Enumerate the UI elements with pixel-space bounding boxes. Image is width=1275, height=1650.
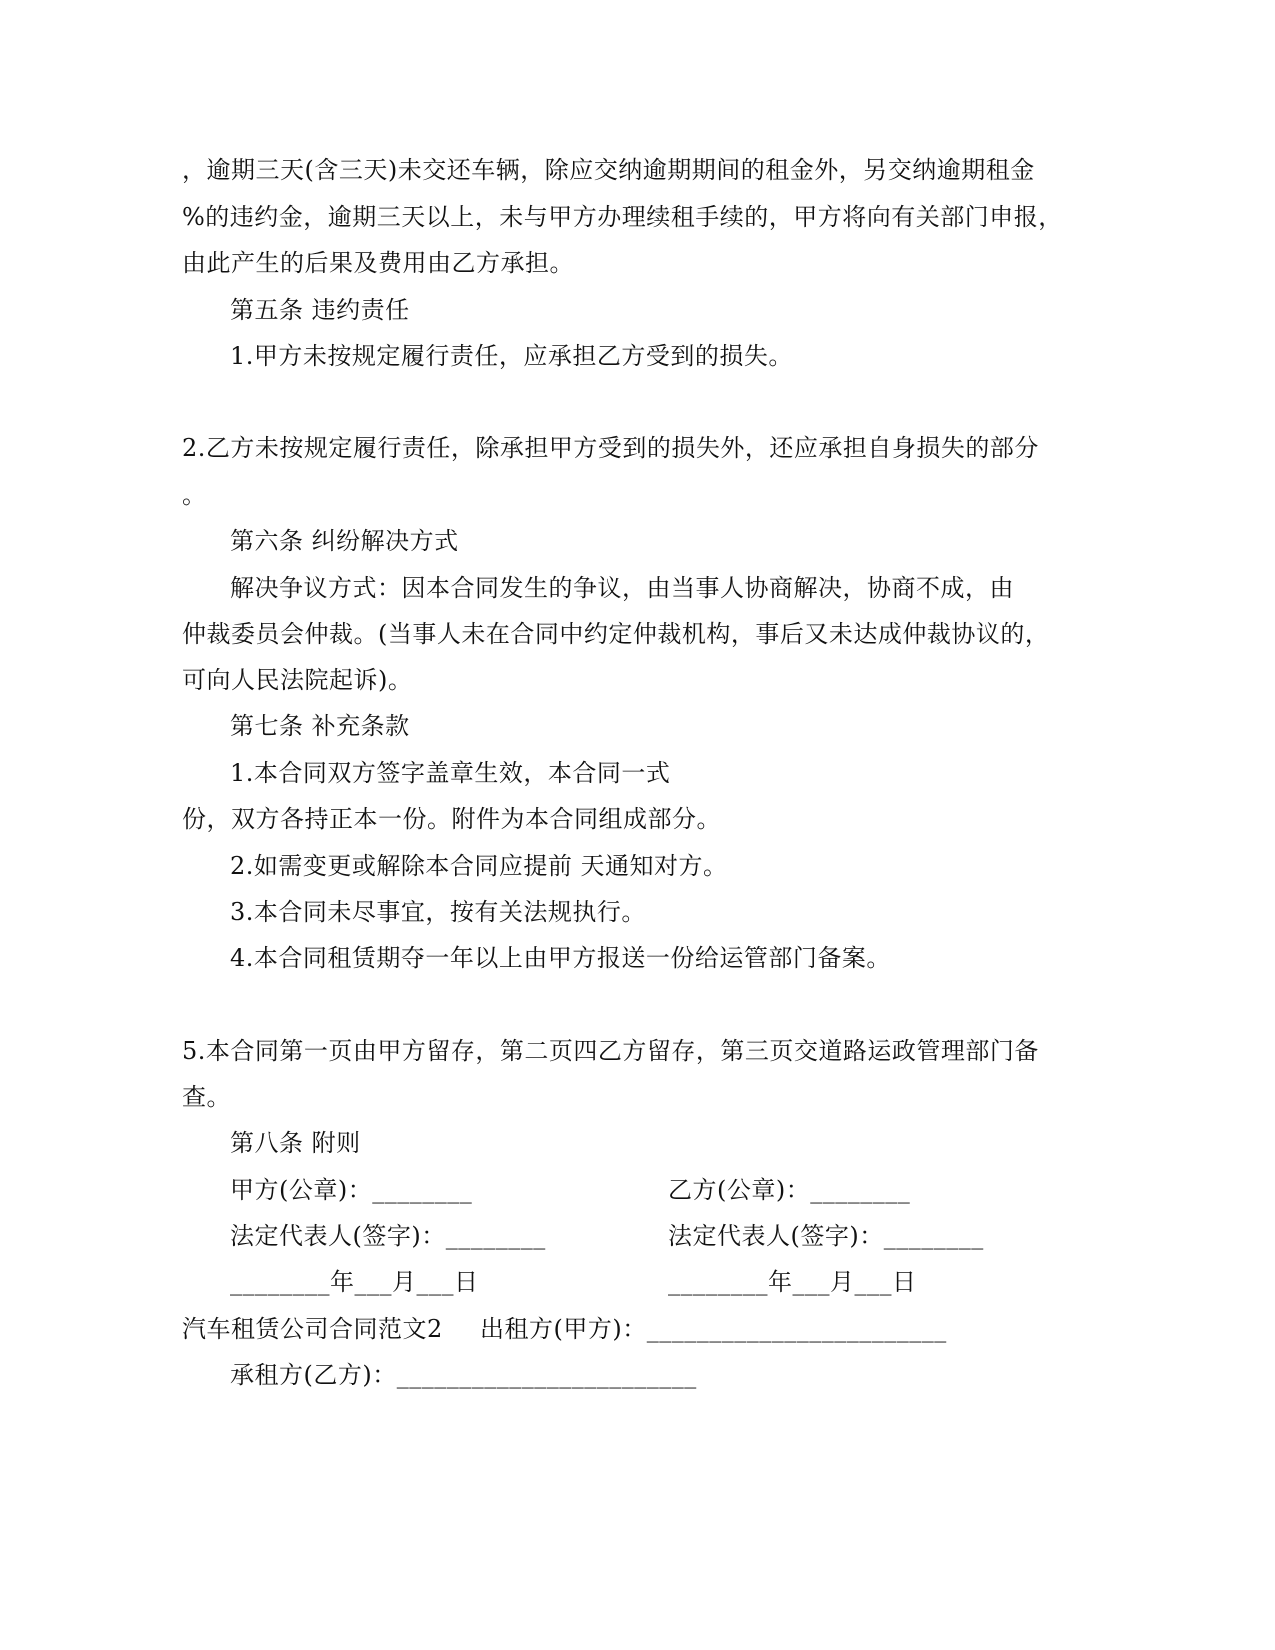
- party-a-date: ________年___月___日: [230, 1268, 479, 1296]
- party-b-seal: 乙方(公章)：________: [668, 1176, 911, 1204]
- article-heading: 第八条 附则: [230, 1129, 361, 1157]
- paragraph-line: 3.本合同未尽事宜，按有关法规执行。: [230, 898, 646, 926]
- paragraph-line: 。: [182, 481, 207, 509]
- paragraph-line: 5.本合同第一页由甲方留存，第二页四乙方留存，第三页交道路运政管理部门备: [182, 1037, 1039, 1065]
- article-heading: 第六条 纠纷解决方式: [230, 527, 459, 555]
- paragraph-line: 可向人民法院起诉)。: [182, 666, 413, 694]
- paragraph-line: 份，双方各持正本一份。附件为本合同组成部分。: [182, 805, 721, 833]
- paragraph-line: 由此产生的后果及费用由乙方承担。: [182, 249, 574, 277]
- paragraph-line: 2.如需变更或解除本合同应提前 天通知对方。: [230, 852, 728, 880]
- paragraph-line: 仲裁委员会仲裁。(当事人未在合同中约定仲裁机构，事后又未达成仲裁协议的，: [182, 620, 1050, 648]
- article-heading: 第五条 违约责任: [230, 296, 410, 324]
- paragraph-line: 查。: [182, 1083, 231, 1111]
- lessee-line: 承租方(乙方)：________________________: [230, 1361, 697, 1389]
- paragraph-line: ，逾期三天(含三天)未交还车辆，除应交纳逾期期间的租金外，另交纳逾期租金: [182, 156, 1035, 184]
- next-contract-title: 汽车租赁公司合同范文2: [182, 1315, 443, 1343]
- party-b-representative: 法定代表人(签字)：________: [668, 1222, 984, 1250]
- paragraph-line: 4.本合同租赁期夺一年以上由甲方报送一份给运管部门备案。: [230, 944, 891, 972]
- article-heading: 第七条 补充条款: [230, 712, 410, 740]
- party-a-representative: 法定代表人(签字)：________: [230, 1222, 546, 1250]
- paragraph-line: 2.乙方未按规定履行责任，除承担甲方受到的损失外，还应承担自身损失的部分: [182, 434, 1039, 462]
- paragraph-line: 1.本合同双方签字盖章生效，本合同一式: [230, 759, 671, 787]
- paragraph-line: %的违约金，逾期三天以上，未与甲方办理续租手续的，甲方将向有关部门申报，: [182, 203, 1063, 231]
- lessor-line: 出租方(甲方)：________________________: [480, 1315, 947, 1343]
- paragraph-line: 解决争议方式：因本合同发生的争议，由当事人协商解决，协商不成，由: [230, 574, 1014, 602]
- party-b-date: ________年___月___日: [668, 1268, 917, 1296]
- paragraph-line: 1.甲方未按规定履行责任，应承担乙方受到的损失。: [230, 342, 793, 370]
- party-a-seal: 甲方(公章)：________: [230, 1176, 473, 1204]
